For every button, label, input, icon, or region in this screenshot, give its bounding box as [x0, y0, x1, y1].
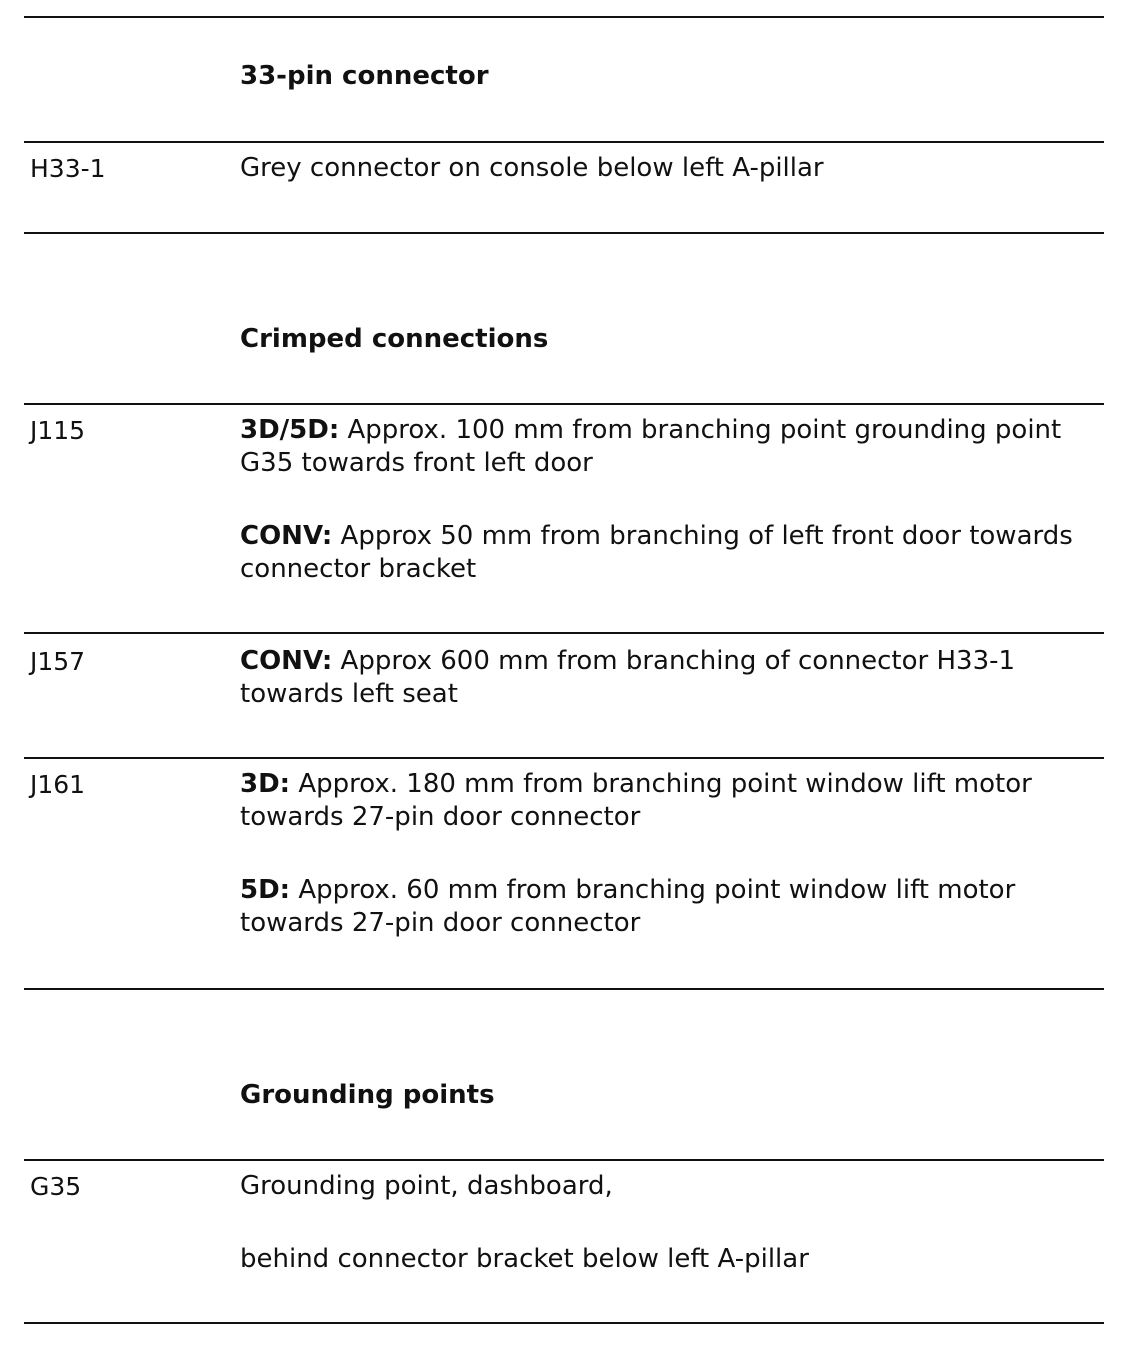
- divider-rule: [24, 16, 1104, 18]
- component-code-h33-1: H33-1: [30, 154, 106, 183]
- divider-rule: [24, 403, 1104, 405]
- divider-rule: [24, 757, 1104, 759]
- divider-rule: [24, 1159, 1104, 1161]
- divider-rule: [24, 232, 1104, 234]
- component-description: [240, 1243, 1100, 1276]
- component-description: [240, 768, 1100, 834]
- component-code-g35: G35: [30, 1172, 82, 1201]
- divider-rule: [24, 632, 1104, 634]
- description-prefix: CONV:: [240, 646, 333, 676]
- component-description: [240, 152, 1100, 185]
- description-prefix: 3D:: [240, 769, 291, 799]
- component-description: [240, 520, 1100, 586]
- component-code-j161: J161: [30, 770, 86, 799]
- description-text: Approx 50 mm from branching of left front door towards connector bracket: [240, 521, 1073, 584]
- description-prefix: CONV:: [240, 521, 333, 551]
- divider-rule: [24, 141, 1104, 143]
- description-text: Grounding point, dashboard,: [240, 1171, 613, 1201]
- divider-rule: [24, 988, 1104, 990]
- description-text: Approx. 100 mm from branching point grounding point G35 towards front left door: [240, 415, 1062, 478]
- component-description: [240, 414, 1100, 480]
- component-description: [240, 1170, 1100, 1203]
- description-prefix: 5D:: [240, 875, 291, 905]
- description-text: behind connector bracket below left A-pillar: [240, 1244, 809, 1274]
- description-text: Approx. 60 mm from branching point window lift motor towards 27-pin door connector: [240, 875, 1016, 938]
- section-heading-grounding-points: Grounding points: [240, 1080, 495, 1110]
- component-code-j157: J157: [30, 647, 86, 676]
- description-text: Approx. 180 mm from branching point window lift motor towards 27-pin door connector: [240, 769, 1032, 832]
- component-code-j115: J115: [30, 416, 86, 445]
- section-heading-33-pin-connector: 33-pin connector: [240, 61, 489, 91]
- component-description: [240, 645, 1100, 711]
- component-description: [240, 874, 1100, 940]
- section-heading-crimped-connections: Crimped connections: [240, 324, 549, 354]
- description-prefix: 3D/5D:: [240, 415, 340, 445]
- description-text: Approx 600 mm from branching of connector H33-1 towards left seat: [240, 646, 1016, 709]
- divider-rule: [24, 1322, 1104, 1324]
- description-text: Grey connector on console below left A-pillar: [240, 153, 824, 183]
